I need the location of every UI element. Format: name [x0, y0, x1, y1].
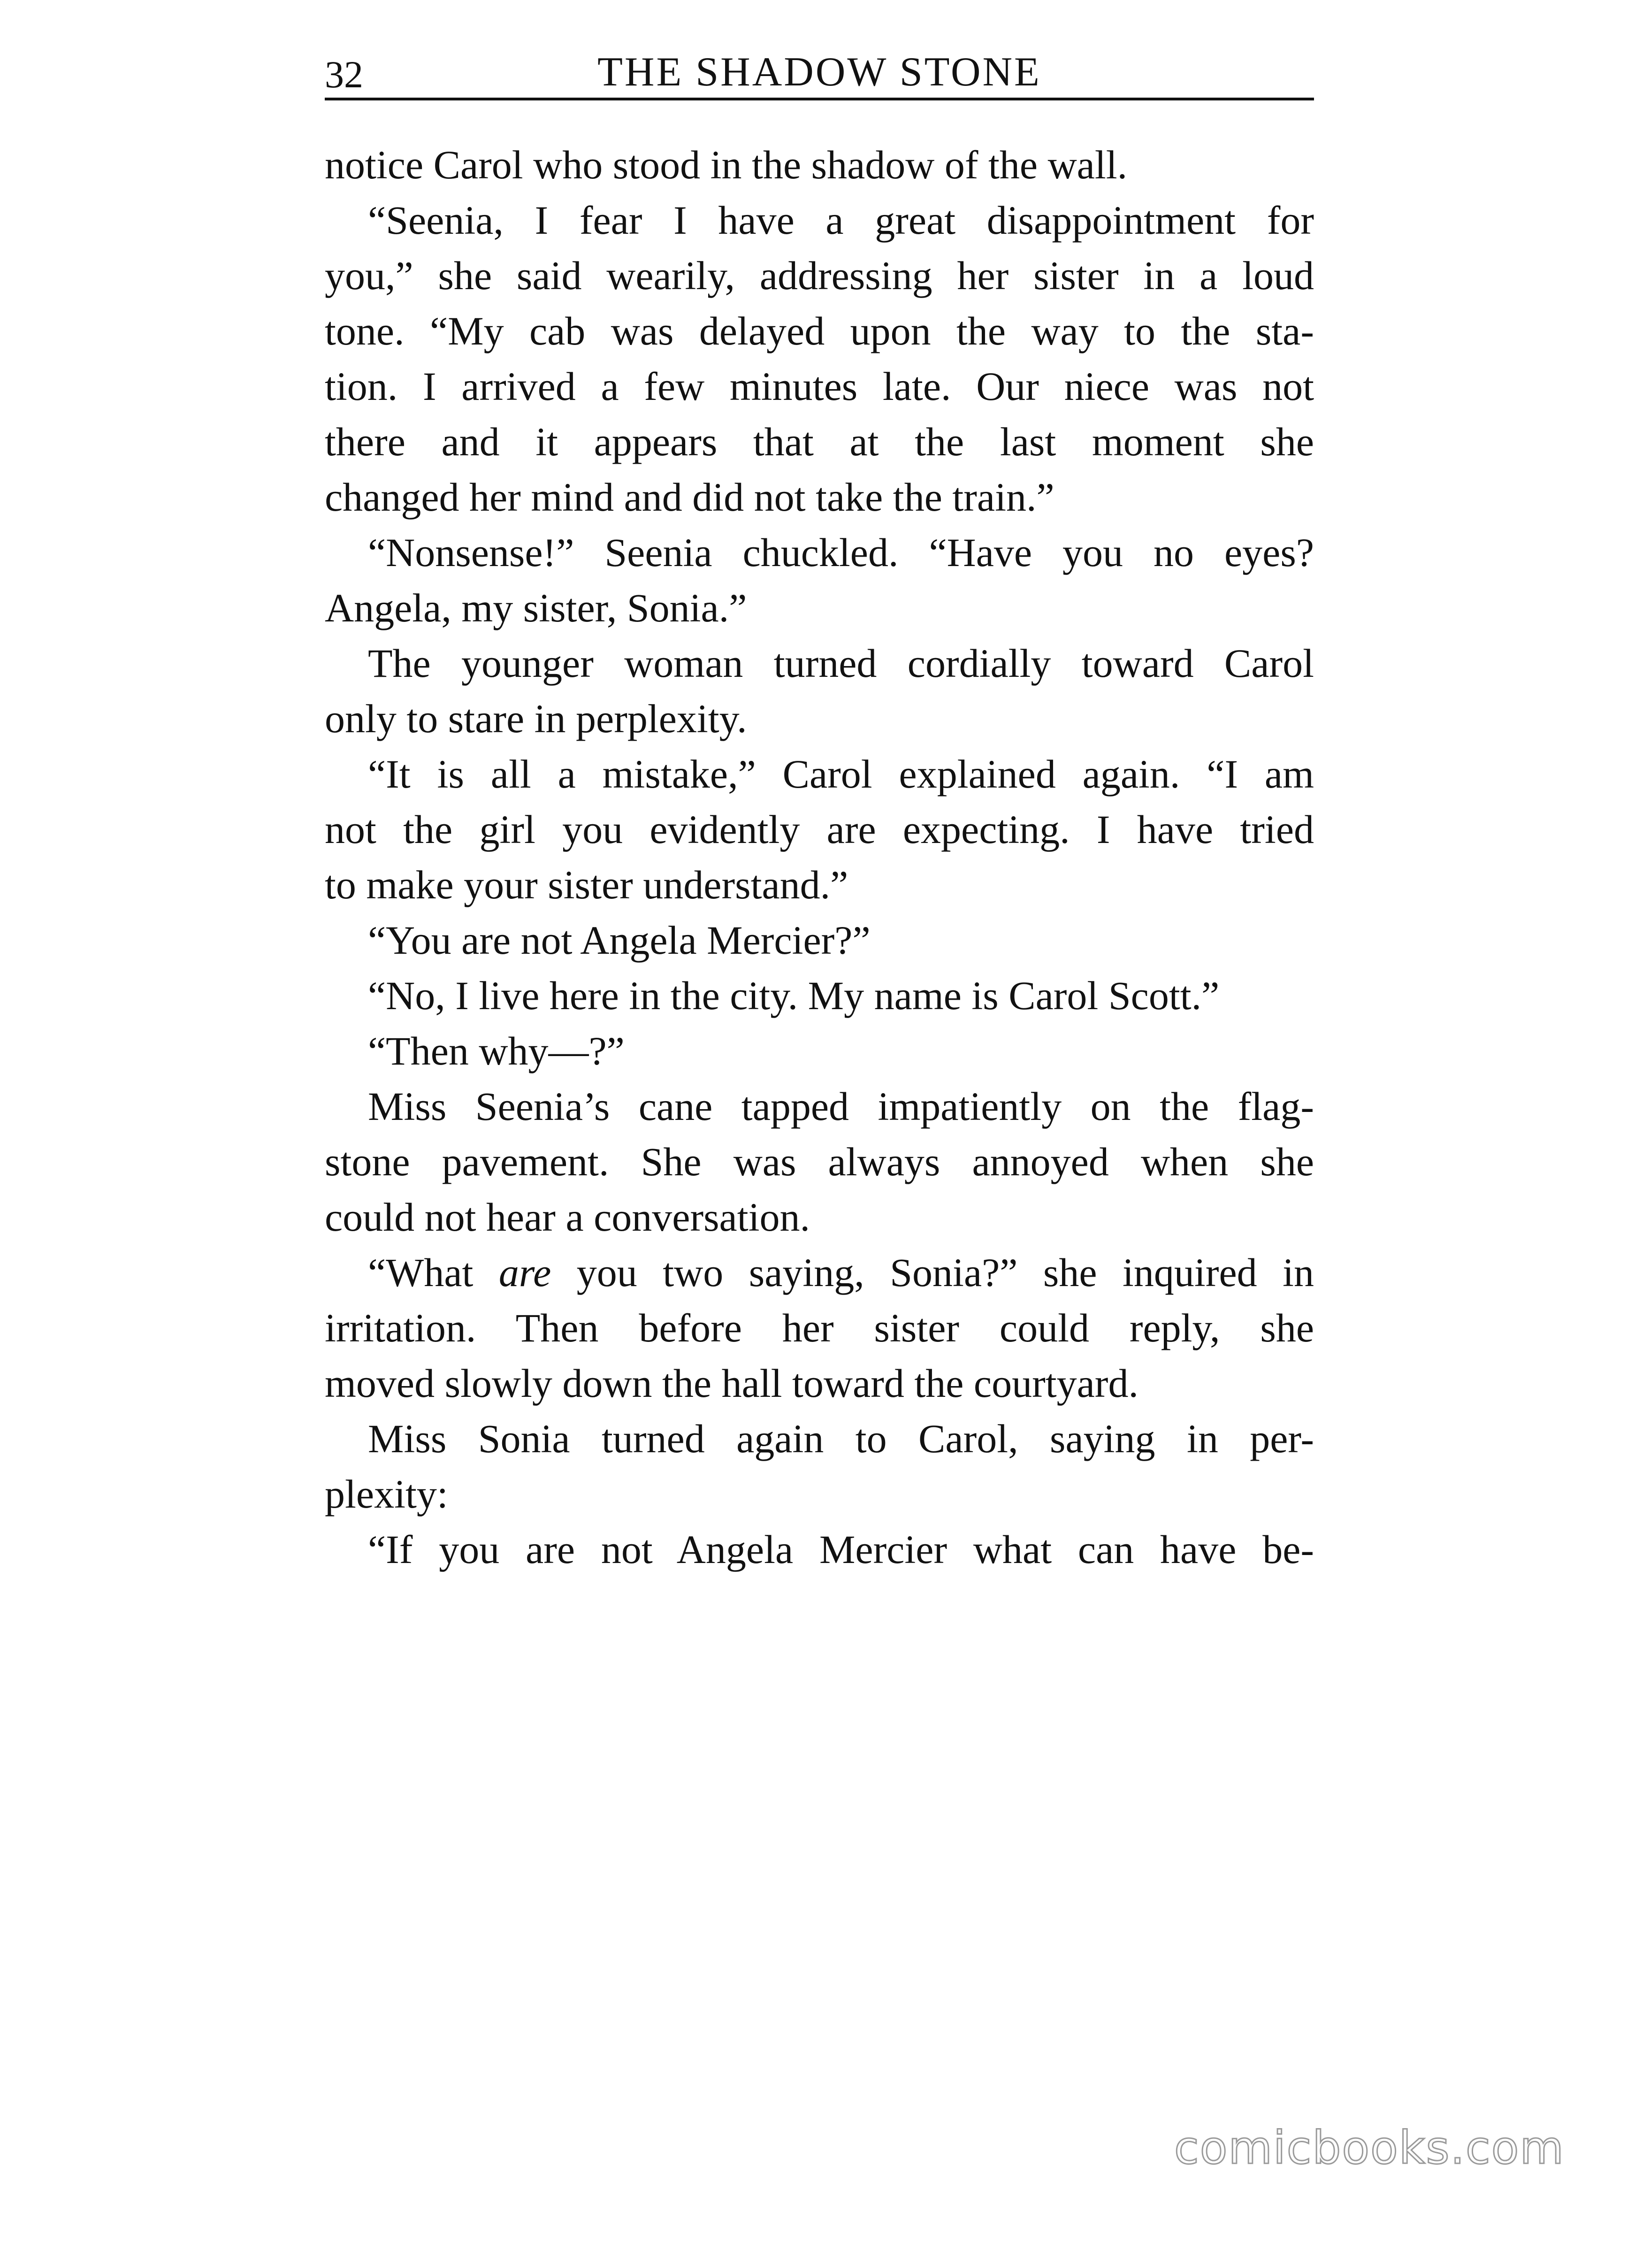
text-line: “You are not Angela Mercier?”: [368, 918, 871, 963]
text-line: “Then why—?”: [368, 1028, 625, 1073]
text-line: Miss Sonia turned again to Carol, saying in per-: [368, 1416, 1314, 1461]
text-segment: you two saying, Sonia?” she inquired in: [576, 1250, 1314, 1295]
text-line: irritation. Then before her sister could reply, she: [325, 1305, 1314, 1350]
text-line: to make your sister understand.”: [325, 862, 848, 907]
watermark: comicbooks.com: [1174, 2122, 1565, 2174]
text-line: Miss Seenia’s cane tapped impatiently on the flag-: [368, 1084, 1314, 1129]
text-line: could not hear a conversation.: [325, 1195, 810, 1240]
running-title: THE SHADOW STONE: [597, 49, 1041, 95]
text-line: tone. “My cab was delayed upon the way to the sta-: [325, 308, 1314, 353]
text-line: only to stare in perplexity.: [325, 696, 747, 741]
text-line: “Nonsense!” Seenia chuckled. “Have you no eyes?: [368, 530, 1314, 575]
text-line: changed her mind and did not take the train.”: [325, 475, 1054, 520]
text-line: “It is all a mistake,” Carol explained again. “I am: [368, 751, 1314, 797]
page-number: 32: [325, 53, 363, 96]
text-line: Angela, my sister, Sonia.”: [325, 585, 747, 630]
text-line: “If you are not Angela Mercier what can have be-: [368, 1527, 1314, 1572]
text-line: there and it appears that at the last moment she: [325, 419, 1314, 464]
text-line: moved slowly down the hall toward the courtyard.: [325, 1361, 1138, 1406]
text-line: plexity:: [325, 1471, 448, 1517]
body-text: [325, 137, 1314, 1577]
text-line: [325, 1245, 1314, 1300]
text-segment: “What: [368, 1250, 474, 1295]
text-line: “No, I live here in the city. My name is Carol Scott.”: [368, 973, 1220, 1018]
text-line: you,” she said wearily, addressing her sister in a loud: [325, 253, 1314, 298]
text-line: stone pavement. She was always annoyed when she: [325, 1139, 1314, 1184]
running-head: [325, 45, 1314, 100]
text-line: notice Carol who stood in the shadow of the wall.: [325, 142, 1128, 187]
text-line: tion. I arrived a few minutes late. Our niece was not: [325, 364, 1314, 409]
emphasis-text: are: [498, 1250, 551, 1295]
text-line: not the girl you evidently are expecting. I have tried: [325, 807, 1314, 852]
text-line: The younger woman turned cordially toward Carol: [368, 641, 1314, 686]
text-line: “Seenia, I fear I have a great disappointment for: [368, 198, 1314, 243]
